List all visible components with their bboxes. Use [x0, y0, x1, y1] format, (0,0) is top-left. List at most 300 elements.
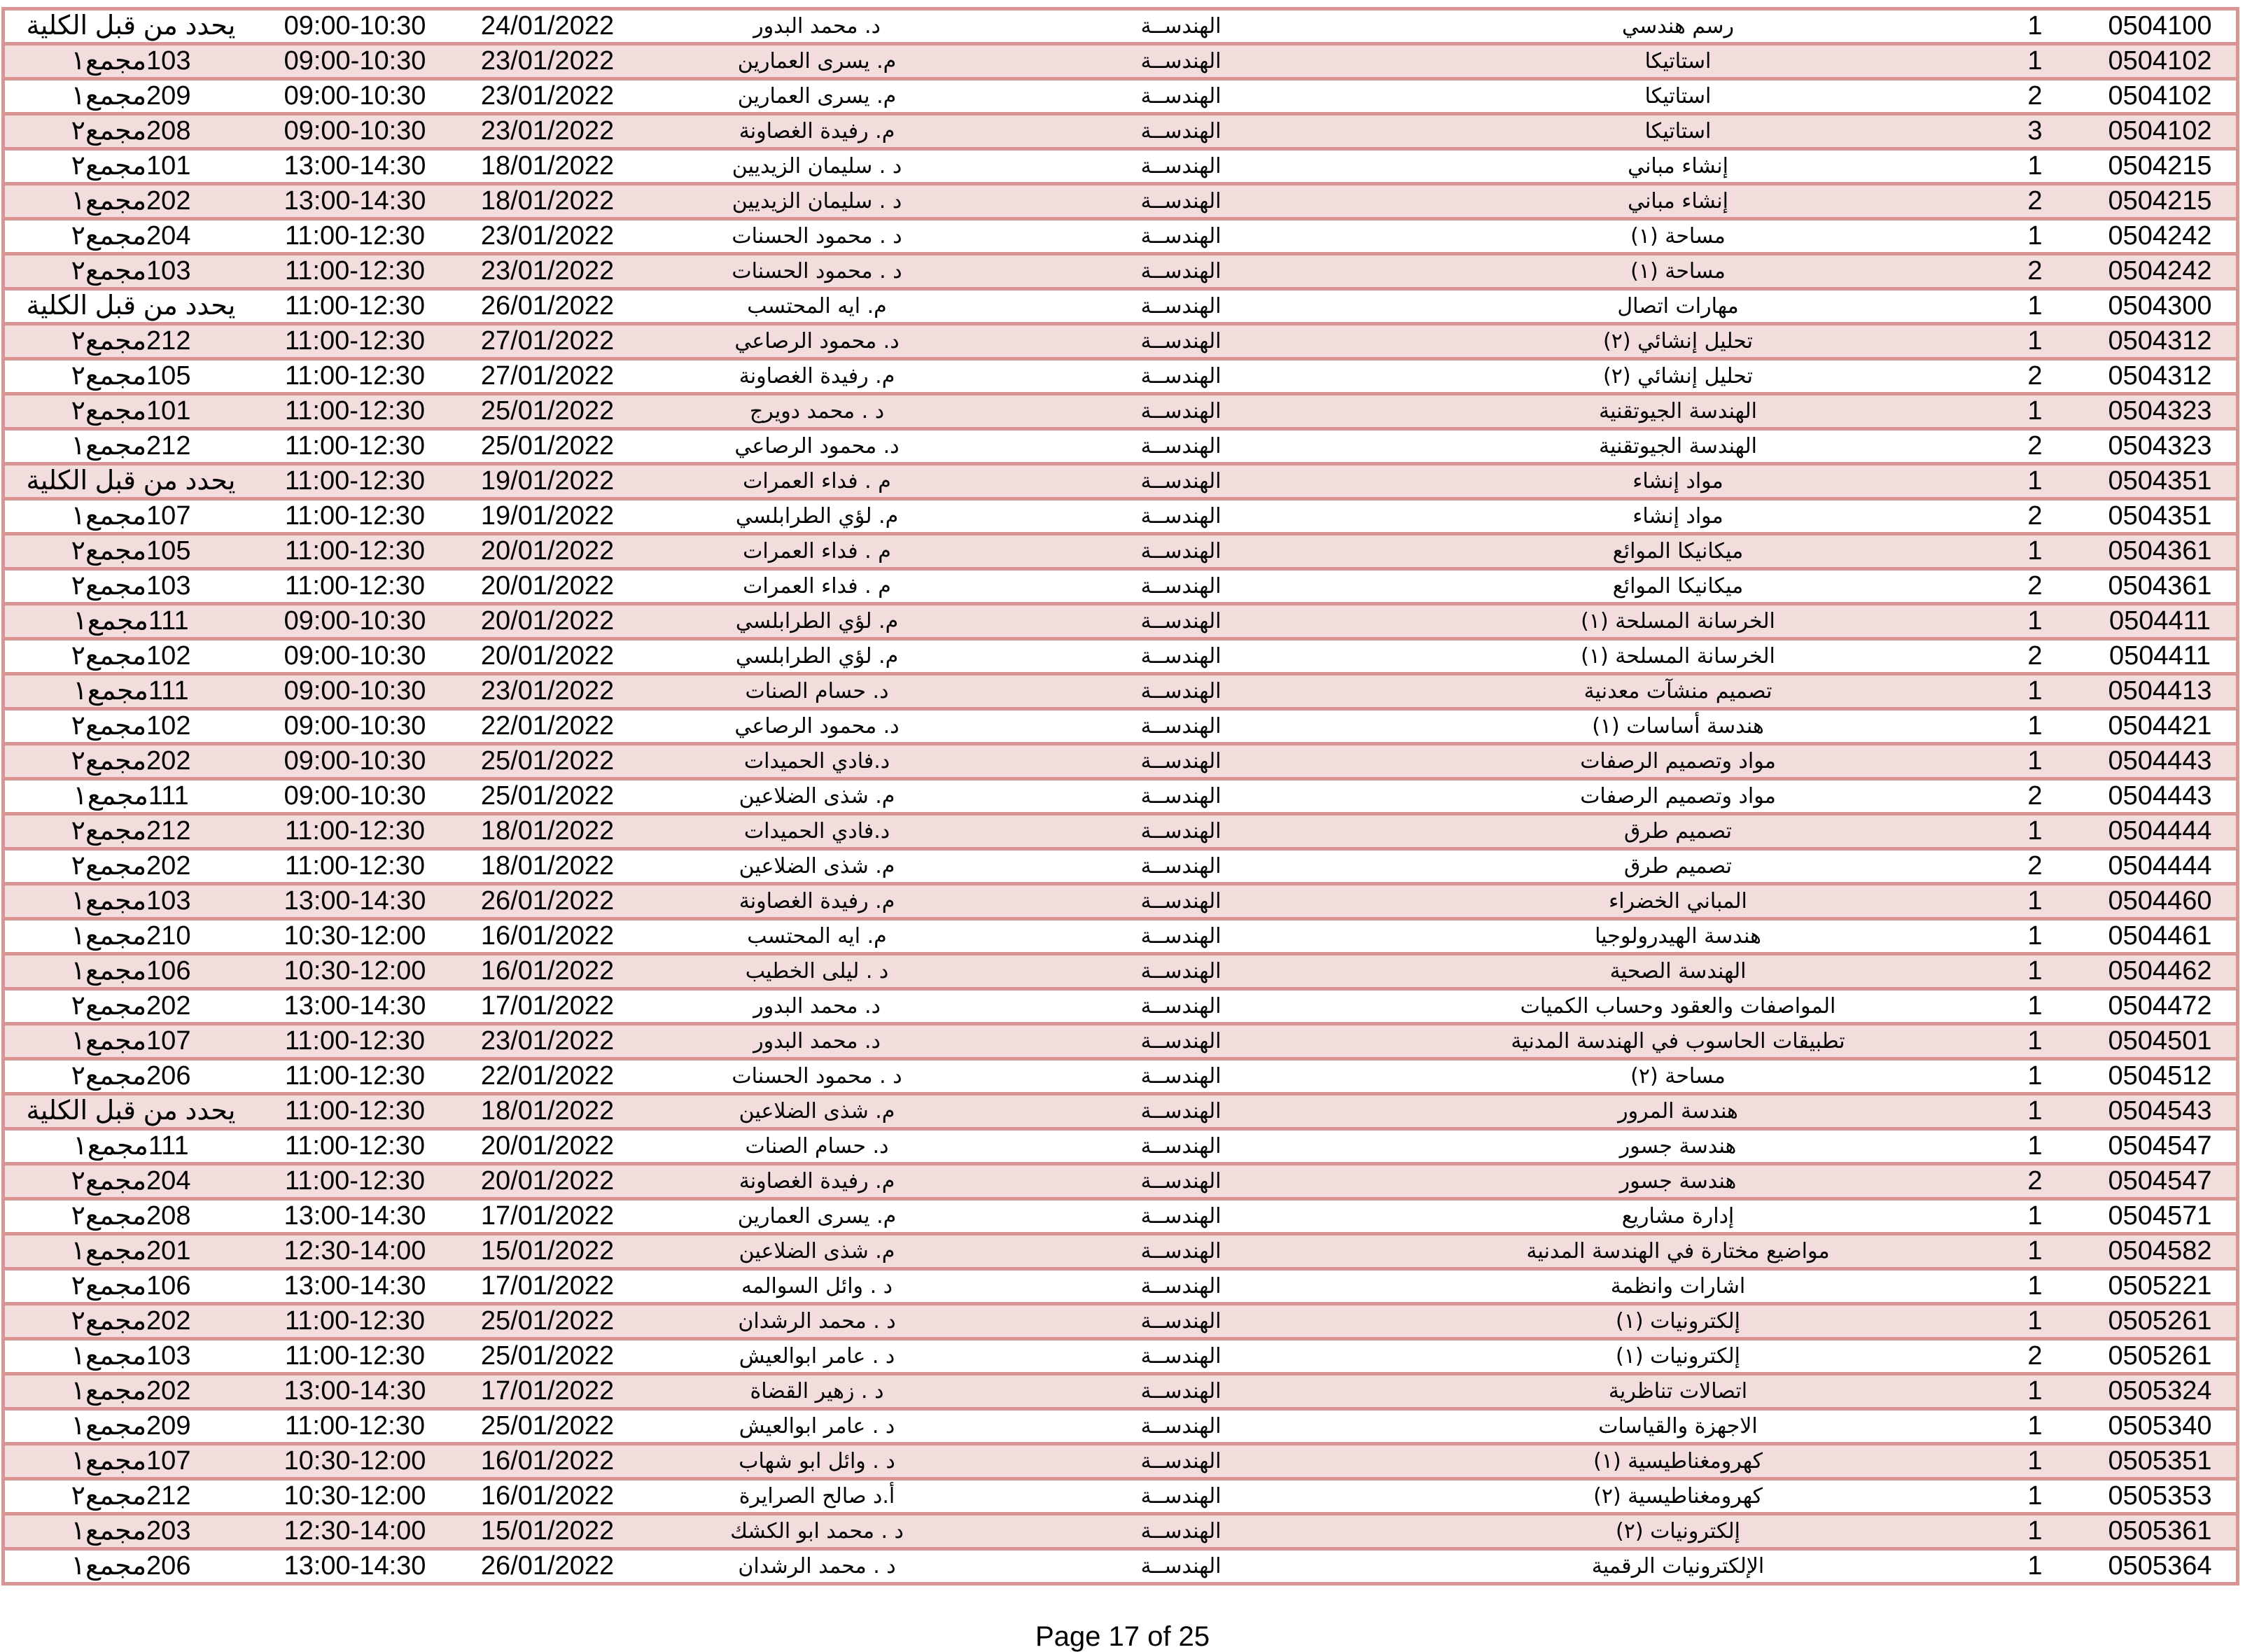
section-number: 1: [2027, 1271, 2043, 1301]
course-name: تحليل إنشائي (٢): [1603, 329, 1753, 354]
exam-date: 20/01/2022: [480, 536, 615, 566]
exam-room: 111مجمع١: [73, 1131, 189, 1161]
course-code: 0504215: [2108, 151, 2212, 181]
exam-time: 11:00-12:30: [284, 1061, 426, 1091]
course-name: اشارات وانظمة: [1610, 1274, 1746, 1298]
instructor-name: د. حسام الصنات: [745, 1134, 889, 1158]
table-row: [5, 1516, 2236, 1550]
course-name: اتصالات تناظرية: [1608, 1379, 1748, 1404]
course-name: إدارة مشاريع: [1621, 1204, 1735, 1228]
instructor-name: م. رفيدة الغصاونة: [739, 364, 895, 388]
exam-date: 18/01/2022: [480, 151, 615, 181]
course-code: 0504242: [2108, 221, 2212, 251]
section-number: 2: [2027, 81, 2043, 111]
table-row: [5, 606, 2236, 640]
exam-time: 11:00-12:30: [284, 1026, 426, 1056]
instructor-name: د . وائل السوالمه: [741, 1274, 893, 1298]
exam-time: 09:00-10:30: [284, 116, 426, 146]
course-code: 0504512: [2108, 1061, 2212, 1091]
course-code: 0504300: [2108, 291, 2212, 321]
course-code: 0505261: [2108, 1306, 2212, 1336]
exam-time: 10:30-12:00: [284, 1446, 426, 1476]
college-name: الهندســة: [1140, 329, 1222, 354]
section-number: 1: [2027, 1551, 2043, 1581]
course-code: 0504361: [2108, 536, 2212, 566]
exam-date: 25/01/2022: [480, 1341, 615, 1371]
exam-time: 11:00-12:30: [284, 256, 426, 286]
table-row: [5, 500, 2236, 536]
course-name: مساحة (٢): [1630, 1064, 1726, 1088]
exam-room: 107مجمع١: [71, 1446, 191, 1476]
course-name: تصميم طرق: [1624, 854, 1732, 878]
instructor-name: م. لؤي الطرابلسي: [735, 644, 899, 668]
college-name: الهندســة: [1140, 84, 1222, 108]
section-number: 2: [2027, 361, 2043, 391]
instructor-name: د . محمد دويرج: [749, 399, 885, 424]
section-number: 1: [2027, 396, 2043, 426]
instructor-name: د. محمود الرصاعي: [734, 329, 900, 354]
course-name: استاتيكا: [1644, 119, 1712, 144]
course-name: كهرومغناطيسية (٢): [1593, 1484, 1763, 1508]
table-row: [5, 115, 2236, 150]
course-code: 0505361: [2108, 1516, 2212, 1546]
exam-time: 11:00-12:30: [284, 1131, 426, 1161]
course-name: استاتيكا: [1644, 84, 1712, 108]
exam-time: 09:00-10:30: [284, 46, 426, 76]
exam-room: 208مجمع٢: [71, 116, 191, 146]
table-row: [5, 290, 2236, 326]
instructor-name: أ.د صالح الصرايرة: [739, 1484, 895, 1508]
course-code: 0504242: [2108, 256, 2212, 286]
exam-date: 17/01/2022: [480, 1271, 615, 1301]
table-row: [5, 920, 2236, 955]
section-number: 1: [2027, 1026, 2043, 1056]
course-name: تحليل إنشائي (٢): [1603, 364, 1753, 388]
course-name: مواد وتصميم الرصفات: [1580, 749, 1776, 774]
college-name: الهندســة: [1140, 924, 1222, 948]
table-row: [5, 430, 2236, 465]
table-row: [5, 326, 2236, 360]
section-number: 1: [2027, 1481, 2043, 1511]
exam-time: 11:00-12:30: [284, 431, 426, 461]
exam-time: 10:30-12:00: [284, 921, 426, 951]
exam-time: 10:30-12:00: [284, 956, 426, 986]
exam-date: 25/01/2022: [480, 1411, 615, 1441]
exam-room: 103مجمع١: [71, 886, 191, 916]
section-number: 1: [2027, 1201, 2043, 1231]
exam-time: 11:00-12:30: [284, 501, 426, 531]
section-number: 2: [2027, 431, 2043, 461]
section-number: 3: [2027, 116, 2043, 146]
instructor-name: م. ايه المحتسب: [747, 294, 887, 318]
exam-date: 25/01/2022: [480, 1306, 615, 1336]
exam-time: 11:00-12:30: [284, 466, 426, 496]
course-name: الهندسة الجيوتقنية: [1599, 399, 1757, 424]
section-number: 1: [2027, 466, 2043, 496]
exam-room: 107مجمع١: [71, 1026, 191, 1056]
section-number: 1: [2027, 956, 2043, 986]
course-name: المواصفات والعقود وحساب الكميات: [1520, 994, 1836, 1018]
instructor-name: م. شذى الضلاعين: [739, 784, 895, 808]
table-row: [5, 1340, 2236, 1376]
table-row: [5, 186, 2236, 220]
instructor-name: د.فادي الحميدات: [743, 819, 890, 844]
college-name: الهندســة: [1140, 1554, 1222, 1578]
exam-time: 13:00-14:30: [284, 186, 426, 216]
section-number: 1: [2027, 291, 2043, 321]
exam-date: 20/01/2022: [480, 1166, 615, 1196]
exam-room: 111مجمع١: [73, 676, 189, 706]
exam-time: 09:00-10:30: [284, 711, 426, 741]
table-row: [5, 816, 2236, 850]
exam-date: 17/01/2022: [480, 991, 615, 1021]
exam-room: يحدد من قبل الكلية: [26, 291, 236, 321]
course-name: مساحة (١): [1630, 224, 1726, 248]
exam-room: 201مجمع١: [71, 1236, 191, 1266]
course-name: هندسة الهيدرولوجيا: [1595, 924, 1761, 948]
instructor-name: م . فداء العمرات: [743, 469, 891, 493]
course-code: 0504543: [2108, 1096, 2212, 1126]
exam-time: 13:00-14:30: [284, 151, 426, 181]
exam-room: 202مجمع١: [71, 1376, 191, 1406]
table-row: [5, 990, 2236, 1026]
course-code: 0504443: [2108, 781, 2212, 811]
instructor-name: م. شذى الضلاعين: [739, 854, 895, 878]
exam-time: 13:00-14:30: [284, 1551, 426, 1581]
college-name: الهندســة: [1140, 1239, 1222, 1264]
table-row: [5, 1410, 2236, 1446]
course-code: 0504444: [2108, 816, 2212, 846]
college-name: الهندســة: [1140, 994, 1222, 1018]
exam-date: 20/01/2022: [480, 606, 615, 636]
instructor-name: د . زهير القضاة: [750, 1379, 884, 1404]
college-name: الهندســة: [1140, 574, 1222, 598]
course-name: مواد وتصميم الرصفات: [1580, 784, 1776, 808]
course-name: الخرسانة المسلحة (١): [1581, 644, 1775, 668]
table-row: [5, 570, 2236, 606]
table-row: [5, 1200, 2236, 1236]
exam-time: 13:00-14:30: [284, 1201, 426, 1231]
college-name: الهندســة: [1140, 259, 1222, 284]
college-name: الهندســة: [1140, 1204, 1222, 1228]
exam-date: 23/01/2022: [480, 46, 615, 76]
exam-time: 09:00-10:30: [284, 781, 426, 811]
course-name: إلكترونيات (١): [1615, 1344, 1740, 1368]
instructor-name: د. محمد البدور: [753, 1029, 881, 1054]
table-row: [5, 955, 2236, 990]
exam-date: 26/01/2022: [480, 291, 615, 321]
course-name: استاتيكا: [1644, 49, 1712, 74]
section-number: 1: [2027, 1061, 2043, 1091]
table-row: [5, 850, 2236, 886]
section-number: 1: [2027, 991, 2043, 1021]
exam-time: 13:00-14:30: [284, 886, 426, 916]
exam-room: 212مجمع٢: [71, 326, 191, 356]
college-name: الهندســة: [1140, 1169, 1222, 1194]
course-code: 0505340: [2108, 1411, 2212, 1441]
section-number: 1: [2027, 711, 2043, 741]
exam-time: 12:30-14:00: [284, 1236, 426, 1266]
exam-time: 09:00-10:30: [284, 676, 426, 706]
section-number: 1: [2027, 746, 2043, 776]
course-code: 0504421: [2108, 711, 2212, 741]
course-code: 0504351: [2108, 466, 2212, 496]
course-name: تصميم طرق: [1624, 819, 1732, 844]
section-number: 2: [2027, 851, 2043, 881]
exam-date: 17/01/2022: [480, 1376, 615, 1406]
page-number: Page 17 of 25: [1035, 1621, 1210, 1652]
exam-room: 102مجمع٢: [71, 711, 191, 741]
exam-room: 111مجمع١: [73, 781, 189, 811]
table-row: [5, 780, 2236, 816]
instructor-name: د. محمود الرصاعي: [734, 434, 900, 458]
instructor-name: د . محمد ابو الكشك: [730, 1519, 904, 1544]
course-name: الإلكترونيات الرقمية: [1591, 1554, 1765, 1578]
exam-date: 16/01/2022: [480, 1481, 615, 1511]
table-row: [5, 1550, 2236, 1586]
exam-room: 103مجمع٢: [71, 571, 191, 601]
college-name: الهندســة: [1140, 1134, 1222, 1158]
exam-time: 11:00-12:30: [284, 291, 426, 321]
exam-room: 103مجمع٢: [71, 256, 191, 286]
table-row: [5, 1270, 2236, 1306]
course-code: 0504461: [2108, 921, 2212, 951]
course-code: 0504411: [2108, 606, 2211, 636]
instructor-name: د . محمد الرشدان: [738, 1309, 896, 1334]
exam-room: 209مجمع١: [71, 81, 191, 111]
table-row: [5, 710, 2236, 746]
section-number: 1: [2027, 151, 2043, 181]
exam-room: 106مجمع٢: [71, 1271, 191, 1301]
exam-room: 202مجمع٢: [71, 746, 191, 776]
college-name: الهندســة: [1140, 1484, 1222, 1508]
course-code: 0504411: [2108, 641, 2211, 671]
course-name: تصميم منشآت معدنية: [1583, 679, 1772, 704]
instructor-name: م. رفيدة الغصاونة: [739, 119, 895, 144]
instructor-name: د. محمد البدور: [753, 14, 881, 38]
instructor-name: م. يسرى العمارين: [737, 49, 897, 74]
exam-room: 208مجمع٢: [71, 1201, 191, 1231]
section-number: 1: [2027, 606, 2043, 636]
table-row: [5, 1026, 2236, 1060]
exam-date: 23/01/2022: [480, 81, 615, 111]
exam-room: 202مجمع٢: [71, 851, 191, 881]
course-name: ميكانيكا الموائع: [1612, 574, 1744, 598]
instructor-name: م. لؤي الطرابلسي: [735, 609, 899, 634]
course-name: مهارات اتصال: [1617, 294, 1739, 318]
college-name: الهندســة: [1140, 1309, 1222, 1334]
course-code: 0505353: [2108, 1481, 2212, 1511]
exam-room: 212مجمع٢: [71, 1481, 191, 1511]
section-number: 1: [2027, 1306, 2043, 1336]
exam-time: 13:00-14:30: [284, 1271, 426, 1301]
table-row: [5, 1446, 2236, 1480]
course-name: إلكترونيات (٢): [1615, 1519, 1740, 1544]
exam-date: 15/01/2022: [480, 1236, 615, 1266]
exam-room: 105مجمع٢: [71, 536, 191, 566]
course-code: 0505351: [2108, 1446, 2212, 1476]
exam-room: 206مجمع١: [71, 1551, 191, 1581]
college-name: الهندســة: [1140, 1379, 1222, 1404]
table-row: [5, 1236, 2236, 1270]
exam-room: 111مجمع١: [73, 606, 189, 636]
college-name: الهندســة: [1140, 609, 1222, 634]
instructor-name: د. محمد البدور: [753, 994, 881, 1018]
instructor-name: د . محمود الحسنات: [732, 259, 902, 284]
college-name: الهندســة: [1140, 434, 1222, 458]
exam-time: 11:00-12:30: [284, 1096, 426, 1126]
college-name: الهندســة: [1140, 119, 1222, 144]
course-name: كهرومغناطيسية (١): [1593, 1449, 1763, 1474]
course-code: 0504547: [2108, 1166, 2212, 1196]
table-row: [5, 1166, 2236, 1200]
section-number: 1: [2027, 11, 2043, 41]
instructor-name: د . محمود الحسنات: [732, 224, 902, 248]
exam-time: 11:00-12:30: [284, 1411, 426, 1441]
instructor-name: م. رفيدة الغصاونة: [739, 1169, 895, 1194]
exam-time: 11:00-12:30: [284, 221, 426, 251]
college-name: الهندســة: [1140, 364, 1222, 388]
college-name: الهندســة: [1140, 1099, 1222, 1124]
college-name: الهندســة: [1140, 854, 1222, 878]
exam-date: 15/01/2022: [480, 1516, 615, 1546]
exam-schedule-table: [1, 7, 2239, 1586]
course-name: إلكترونيات (١): [1615, 1309, 1740, 1334]
exam-time: 09:00-10:30: [284, 606, 426, 636]
section-number: 1: [2027, 886, 2043, 916]
exam-time: 11:00-12:30: [284, 816, 426, 846]
section-number: 1: [2027, 326, 2043, 356]
section-number: 1: [2027, 46, 2043, 76]
exam-time: 11:00-12:30: [284, 1166, 426, 1196]
section-number: 1: [2027, 221, 2043, 251]
college-name: الهندســة: [1140, 539, 1222, 564]
college-name: الهندســة: [1140, 1414, 1222, 1438]
course-code: 0504215: [2108, 186, 2212, 216]
section-number: 2: [2027, 1341, 2043, 1371]
college-name: الهندســة: [1140, 1029, 1222, 1054]
course-name: الخرسانة المسلحة (١): [1581, 609, 1775, 634]
section-number: 2: [2027, 1166, 2043, 1196]
course-code: 0504312: [2108, 326, 2212, 356]
table-row: [5, 80, 2236, 115]
exam-date: 26/01/2022: [480, 886, 615, 916]
course-code: 0504501: [2108, 1026, 2212, 1056]
exam-date: 23/01/2022: [480, 116, 615, 146]
college-name: الهندســة: [1140, 469, 1222, 493]
instructor-name: م. شذى الضلاعين: [739, 1099, 895, 1124]
exam-date: 20/01/2022: [480, 1131, 615, 1161]
exam-room: يحدد من قبل الكلية: [26, 11, 236, 41]
table-row: [5, 640, 2236, 676]
college-name: الهندســة: [1140, 644, 1222, 668]
table-row: [5, 46, 2236, 80]
course-code: 0504547: [2108, 1131, 2212, 1161]
college-name: الهندســة: [1140, 154, 1222, 178]
exam-date: 25/01/2022: [480, 746, 615, 776]
course-code: 0504102: [2108, 81, 2212, 111]
table-row: [5, 1130, 2236, 1166]
exam-time: 13:00-14:30: [284, 991, 426, 1021]
table-row: [5, 886, 2236, 920]
exam-date: 16/01/2022: [480, 1446, 615, 1476]
exam-time: 09:00-10:30: [284, 11, 426, 41]
exam-room: 212مجمع٢: [71, 816, 191, 846]
exam-date: 22/01/2022: [480, 711, 615, 741]
exam-room: 103مجمع١: [71, 1341, 191, 1371]
exam-room: 206مجمع٢: [71, 1061, 191, 1091]
course-code: 0504351: [2108, 501, 2212, 531]
college-name: الهندســة: [1140, 714, 1222, 738]
exam-date: 25/01/2022: [480, 781, 615, 811]
instructor-name: د . محمود الحسنات: [732, 1064, 902, 1088]
exam-room: 105مجمع٢: [71, 361, 191, 391]
table-row: [5, 1096, 2236, 1130]
course-name: إنشاء مباني: [1628, 189, 1728, 214]
instructor-name: م. يسرى العمارين: [737, 1204, 897, 1228]
table-row: [5, 1060, 2236, 1096]
exam-time: 11:00-12:30: [284, 326, 426, 356]
section-number: 1: [2027, 1376, 2043, 1406]
exam-time: 09:00-10:30: [284, 746, 426, 776]
exam-date: 16/01/2022: [480, 956, 615, 986]
instructor-name: د . وائل ابو شهاب: [739, 1449, 895, 1474]
exam-room: 210مجمع١: [71, 921, 191, 951]
exam-date: 20/01/2022: [480, 641, 615, 671]
instructor-name: د . عامر ابوالعيش: [739, 1344, 895, 1368]
exam-room: 106مجمع١: [71, 956, 191, 986]
table-row: [5, 255, 2236, 290]
exam-date: 20/01/2022: [480, 571, 615, 601]
course-code: 0504102: [2108, 116, 2212, 146]
section-number: 2: [2027, 256, 2043, 286]
section-number: 1: [2027, 1446, 2043, 1476]
course-name: تطبيقات الحاسوب في الهندسة المدنية: [1511, 1029, 1845, 1054]
instructor-name: د . سليمان الزيديين: [732, 189, 902, 214]
section-number: 1: [2027, 1411, 2043, 1441]
exam-date: 19/01/2022: [480, 501, 615, 531]
instructor-name: م. ايه المحتسب: [747, 924, 887, 948]
college-name: الهندســة: [1140, 679, 1222, 704]
exam-date: 19/01/2022: [480, 466, 615, 496]
college-name: الهندســة: [1140, 1344, 1222, 1368]
table-row: [5, 150, 2236, 186]
college-name: الهندســة: [1140, 889, 1222, 913]
course-code: 0504312: [2108, 361, 2212, 391]
instructor-name: م . فداء العمرات: [743, 539, 891, 564]
course-code: 0504413: [2108, 676, 2212, 706]
section-number: 2: [2027, 571, 2043, 601]
exam-date: 27/01/2022: [480, 361, 615, 391]
course-name: هندسة جسور: [1619, 1169, 1737, 1194]
exam-date: 17/01/2022: [480, 1201, 615, 1231]
exam-room: 202مجمع٢: [71, 991, 191, 1021]
table-row: [5, 396, 2236, 430]
table-row: [5, 536, 2236, 570]
exam-time: 12:30-14:00: [284, 1516, 426, 1546]
course-name: الهندسة الصحية: [1609, 959, 1747, 983]
course-code: 0504582: [2108, 1236, 2212, 1266]
college-name: الهندســة: [1140, 1449, 1222, 1474]
exam-room: 107مجمع١: [71, 501, 191, 531]
instructor-name: د. حسام الصنات: [745, 679, 889, 704]
course-code: 0504323: [2108, 396, 2212, 426]
exam-date: 18/01/2022: [480, 851, 615, 881]
exam-room: يحدد من قبل الكلية: [26, 1096, 236, 1126]
course-code: 0504571: [2108, 1201, 2212, 1231]
exam-date: 23/01/2022: [480, 221, 615, 251]
exam-date: 27/01/2022: [480, 326, 615, 356]
